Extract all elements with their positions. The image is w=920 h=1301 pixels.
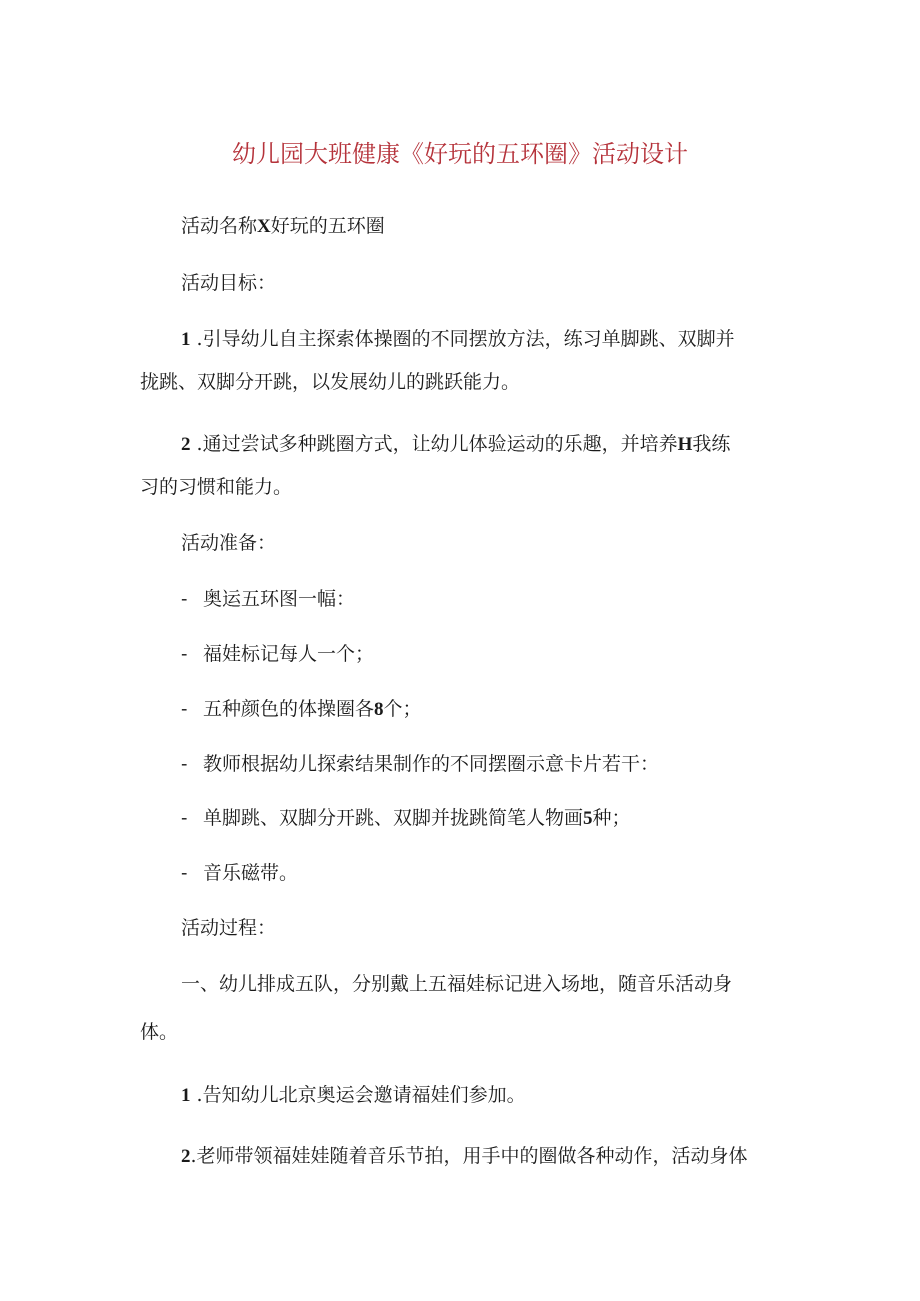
step-1 bbox=[181, 1083, 526, 1108]
prep-item bbox=[181, 861, 298, 885]
activity-name-value: 好玩的五环圈 bbox=[270, 215, 385, 237]
step-2 bbox=[181, 1144, 748, 1169]
prep-item-text-b: 种； bbox=[592, 807, 631, 829]
step-1-number: 1 bbox=[181, 1085, 191, 1106]
list-dash: - bbox=[181, 753, 188, 775]
list-dash: - bbox=[181, 807, 188, 829]
list-dash: - bbox=[181, 643, 188, 665]
section-one-line-2: 体。 bbox=[140, 1021, 179, 1043]
goals-heading: 活动目标： bbox=[181, 272, 277, 294]
activity-name-line bbox=[181, 214, 385, 239]
activity-name-mark: X bbox=[257, 216, 271, 237]
goal-1-text: .引导幼儿自主探索体操圈的不同摆放方法，练习单脚跳、双脚并 bbox=[196, 328, 735, 350]
prep-item-text-a: 单脚跳、双脚分开跳、双脚并拢跳简笔人物画 bbox=[203, 807, 584, 829]
prep-item-number: 5 bbox=[583, 808, 593, 829]
prep-item-text: 奥运五环图一幅： bbox=[203, 588, 356, 610]
goal-2-mark: H bbox=[677, 434, 693, 455]
prep-item bbox=[181, 806, 631, 831]
prep-item-text-a: 五种颜色的体操圈各 bbox=[203, 698, 375, 720]
document-title: 幼儿园大班健康《好玩的五环圈》活动设计 bbox=[232, 140, 688, 168]
goal-2-line-2: 习的习惯和能力。 bbox=[140, 476, 293, 498]
goal-1-number: 1 bbox=[181, 329, 191, 350]
prep-item bbox=[181, 752, 659, 776]
prep-item-text: 教师根据幼儿探索结果制作的不同摆圈示意卡片若干： bbox=[203, 753, 660, 775]
prep-item bbox=[181, 642, 374, 666]
prep-heading: 活动准备： bbox=[181, 532, 277, 554]
step-2-text: .老师带领福娃娃随着音乐节拍，用手中的圈做各种动作，活动身体 bbox=[190, 1145, 748, 1167]
goal-1-line-1 bbox=[181, 327, 735, 352]
list-dash: - bbox=[181, 862, 188, 884]
activity-name-label: 活动名称 bbox=[181, 215, 258, 237]
goal-2-line-1 bbox=[181, 432, 730, 457]
goal-2-text-b: 我练 bbox=[692, 433, 731, 455]
prep-item-text: 音乐磁带。 bbox=[203, 862, 299, 884]
goal-2-text-a: .通过尝试多种跳圈方式，让幼儿体验运动的乐趣，并培养 bbox=[196, 433, 678, 455]
list-dash: - bbox=[181, 698, 188, 720]
list-dash: - bbox=[181, 588, 188, 610]
goal-1-line-2: 拢跳、双脚分开跳，以发展幼儿的跳跃能力。 bbox=[140, 371, 521, 393]
step-1-text: .告知幼儿北京奥运会邀请福娃们参加。 bbox=[196, 1084, 526, 1106]
prep-item bbox=[181, 697, 422, 722]
step-2-number: 2 bbox=[181, 1146, 191, 1167]
prep-item bbox=[181, 587, 355, 611]
section-one-line-1: 一、幼儿排成五队，分别戴上五福娃标记进入场地，随音乐活动身 bbox=[181, 973, 733, 995]
prep-item-text: 福娃标记每人一个； bbox=[203, 643, 375, 665]
prep-item-number: 8 bbox=[374, 699, 384, 720]
goal-2-number: 2 bbox=[181, 434, 191, 455]
process-heading: 活动过程： bbox=[181, 917, 277, 939]
prep-item-text-b: 个； bbox=[383, 698, 422, 720]
